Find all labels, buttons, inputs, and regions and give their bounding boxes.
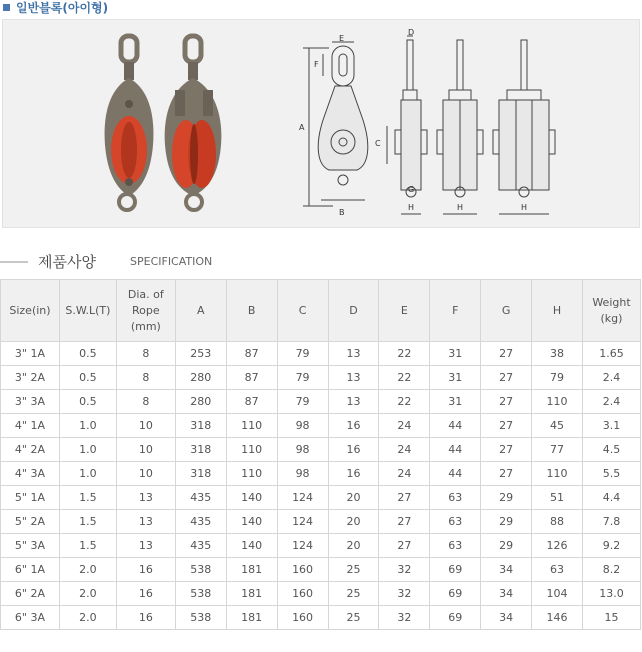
table-cell: 87 <box>226 366 277 390</box>
dimension-labels-front-triple <box>521 203 527 212</box>
table-cell: 146 <box>532 606 583 630</box>
table-cell: 9.2 <box>582 534 640 558</box>
table-cell: 0.5 <box>59 366 116 390</box>
table-cell: 98 <box>277 462 328 486</box>
double-block-photo <box>165 36 222 210</box>
table-cell: 13 <box>328 342 379 366</box>
table-cell: 124 <box>277 486 328 510</box>
table-cell: 4" 1A <box>1 414 60 438</box>
table-cell: 22 <box>379 390 430 414</box>
table-cell: 2.4 <box>582 366 640 390</box>
table-cell: 13 <box>116 486 175 510</box>
table-cell: 16 <box>116 606 175 630</box>
table-row <box>1 390 641 414</box>
column-header: Size(in) <box>1 280 60 342</box>
table-cell: 110 <box>226 462 277 486</box>
table-cell: 79 <box>277 366 328 390</box>
table-cell: 13 <box>116 534 175 558</box>
table-cell: 24 <box>379 414 430 438</box>
table-cell: 280 <box>175 366 226 390</box>
table-cell: 25 <box>328 606 379 630</box>
table-cell: 27 <box>481 366 532 390</box>
table-cell: 318 <box>175 438 226 462</box>
table-cell: 77 <box>532 438 583 462</box>
column-header: F <box>430 280 481 342</box>
column-header: Dia. of Rope (mm) <box>116 280 175 342</box>
table-cell: 538 <box>175 558 226 582</box>
table-cell: 25 <box>328 558 379 582</box>
table-cell: 63 <box>532 558 583 582</box>
table-cell: 20 <box>328 534 379 558</box>
table-cell: 160 <box>277 558 328 582</box>
table-cell: 44 <box>430 462 481 486</box>
table-cell: 16 <box>328 414 379 438</box>
table-cell: 110 <box>532 390 583 414</box>
table-cell: 63 <box>430 534 481 558</box>
table-cell: 27 <box>481 390 532 414</box>
table-cell: 4" 2A <box>1 438 60 462</box>
page-header <box>0 0 642 18</box>
column-header: D <box>328 280 379 342</box>
svg-text:G: G <box>408 185 415 194</box>
table-cell: 253 <box>175 342 226 366</box>
table-cell: 2.0 <box>59 582 116 606</box>
table-cell: 10 <box>116 462 175 486</box>
table-cell: 44 <box>430 414 481 438</box>
table-cell: 22 <box>379 366 430 390</box>
table-cell: 34 <box>481 558 532 582</box>
table-cell: 31 <box>430 366 481 390</box>
table-cell: 318 <box>175 414 226 438</box>
product-image-panel <box>2 19 640 228</box>
table-cell: 10 <box>116 438 175 462</box>
table-cell: 32 <box>379 582 430 606</box>
table-cell: 27 <box>481 342 532 366</box>
svg-text:H: H <box>408 203 415 212</box>
table-cell: 6" 3A <box>1 606 60 630</box>
table-cell: 3" 2A <box>1 366 60 390</box>
table-cell: 1.65 <box>582 342 640 366</box>
table-cell: 140 <box>226 510 277 534</box>
table-cell: 1.0 <box>59 438 116 462</box>
table-row <box>1 414 641 438</box>
table-cell: 20 <box>328 510 379 534</box>
table-row <box>1 486 641 510</box>
table-cell: 16 <box>116 558 175 582</box>
table-cell: 27 <box>481 438 532 462</box>
table-cell: 7.8 <box>582 510 640 534</box>
table-row <box>1 438 641 462</box>
spec-title-korean: 제품사양 <box>38 253 96 271</box>
table-cell: 27 <box>481 462 532 486</box>
table-cell: 5" 1A <box>1 486 60 510</box>
table-cell: 87 <box>226 342 277 366</box>
table-cell: 15 <box>582 606 640 630</box>
table-cell: 435 <box>175 486 226 510</box>
table-cell: 104 <box>532 582 583 606</box>
table-cell: 8 <box>116 366 175 390</box>
table-cell: 29 <box>481 486 532 510</box>
table-cell: 1.0 <box>59 462 116 486</box>
column-header: Weight (kg) <box>582 280 640 342</box>
table-cell: 435 <box>175 534 226 558</box>
table-cell: 13 <box>328 366 379 390</box>
table-cell: 69 <box>430 582 481 606</box>
table-cell: 16 <box>328 438 379 462</box>
column-header: B <box>226 280 277 342</box>
table-cell: 0.5 <box>59 390 116 414</box>
specification-table <box>0 279 641 630</box>
table-cell: 63 <box>430 486 481 510</box>
column-header: C <box>277 280 328 342</box>
table-cell: 25 <box>328 582 379 606</box>
table-cell: 160 <box>277 582 328 606</box>
column-header: S.W.L(T) <box>59 280 116 342</box>
table-cell: 140 <box>226 486 277 510</box>
table-cell: 1.5 <box>59 486 116 510</box>
table-cell: 13.0 <box>582 582 640 606</box>
svg-text:B: B <box>339 208 345 217</box>
table-cell: 24 <box>379 462 430 486</box>
table-cell: 13 <box>328 390 379 414</box>
table-row <box>1 366 641 390</box>
table-cell: 38 <box>532 342 583 366</box>
table-cell: 34 <box>481 582 532 606</box>
svg-text:C: C <box>375 139 381 148</box>
table-cell: 79 <box>277 390 328 414</box>
table-row <box>1 534 641 558</box>
column-header: A <box>175 280 226 342</box>
table-cell: 124 <box>277 510 328 534</box>
dimension-drawing-side <box>303 42 368 206</box>
table-cell: 160 <box>277 606 328 630</box>
table-cell: 5" 3A <box>1 534 60 558</box>
table-cell: 8 <box>116 342 175 366</box>
dimension-drawing-front-double <box>437 40 483 214</box>
table-cell: 87 <box>226 390 277 414</box>
svg-text:H: H <box>457 203 464 212</box>
table-cell: 1.5 <box>59 534 116 558</box>
column-header: E <box>379 280 430 342</box>
dimension-drawing-front-triple <box>493 40 555 214</box>
table-cell: 2.4 <box>582 390 640 414</box>
spec-title-english: SPECIFICATION <box>130 255 213 268</box>
svg-text:A: A <box>299 123 305 132</box>
table-cell: 4.5 <box>582 438 640 462</box>
table-cell: 13 <box>116 510 175 534</box>
table-cell: 318 <box>175 462 226 486</box>
table-cell: 8 <box>116 390 175 414</box>
table-cell: 27 <box>379 510 430 534</box>
table-cell: 110 <box>226 438 277 462</box>
heading-rule <box>0 261 28 263</box>
table-cell: 280 <box>175 390 226 414</box>
table-cell: 6" 1A <box>1 558 60 582</box>
table-row <box>1 582 641 606</box>
table-cell: 22 <box>379 342 430 366</box>
table-cell: 29 <box>481 534 532 558</box>
table-cell: 44 <box>430 438 481 462</box>
table-cell: 1.0 <box>59 414 116 438</box>
column-header: H <box>532 280 583 342</box>
single-block-photo <box>105 36 154 210</box>
table-header-row <box>1 280 641 342</box>
bullet-icon <box>3 4 10 11</box>
table-row <box>1 342 641 366</box>
table-cell: 124 <box>277 534 328 558</box>
column-header: G <box>481 280 532 342</box>
table-cell: 181 <box>226 558 277 582</box>
dimension-drawing-front-single <box>387 36 427 214</box>
table-cell: 31 <box>430 342 481 366</box>
table-cell: 32 <box>379 558 430 582</box>
svg-text:D: D <box>408 28 415 37</box>
table-cell: 3" 1A <box>1 342 60 366</box>
table-cell: 98 <box>277 414 328 438</box>
table-cell: 6" 2A <box>1 582 60 606</box>
table-cell: 29 <box>481 510 532 534</box>
table-cell: 63 <box>430 510 481 534</box>
table-cell: 181 <box>226 582 277 606</box>
table-cell: 5" 2A <box>1 510 60 534</box>
table-cell: 27 <box>481 414 532 438</box>
table-cell: 16 <box>116 582 175 606</box>
table-cell: 3.1 <box>582 414 640 438</box>
table-cell: 1.5 <box>59 510 116 534</box>
table-cell: 34 <box>481 606 532 630</box>
table-cell: 32 <box>379 606 430 630</box>
svg-text:E: E <box>339 34 345 43</box>
product-illustration <box>3 20 639 227</box>
table-cell: 538 <box>175 582 226 606</box>
table-cell: 435 <box>175 510 226 534</box>
dimension-labels-front-double <box>457 203 463 212</box>
table-cell: 538 <box>175 606 226 630</box>
table-cell: 98 <box>277 438 328 462</box>
table-cell: 45 <box>532 414 583 438</box>
table-cell: 3" 3A <box>1 390 60 414</box>
table-row <box>1 462 641 486</box>
page-title: 일반블록(아이형) <box>16 1 109 15</box>
table-cell: 16 <box>328 462 379 486</box>
table-cell: 79 <box>532 366 583 390</box>
table-cell: 69 <box>430 558 481 582</box>
svg-text:F: F <box>314 60 319 69</box>
table-cell: 110 <box>532 462 583 486</box>
table-cell: 20 <box>328 486 379 510</box>
table-cell: 181 <box>226 606 277 630</box>
table-cell: 27 <box>379 486 430 510</box>
table-cell: 79 <box>277 342 328 366</box>
table-cell: 5.5 <box>582 462 640 486</box>
table-cell: 10 <box>116 414 175 438</box>
table-cell: 8.2 <box>582 558 640 582</box>
table-cell: 24 <box>379 438 430 462</box>
table-cell: 140 <box>226 534 277 558</box>
table-cell: 2.0 <box>59 558 116 582</box>
table-row <box>1 606 641 630</box>
table-cell: 0.5 <box>59 342 116 366</box>
table-cell: 51 <box>532 486 583 510</box>
table-cell: 27 <box>379 534 430 558</box>
table-cell: 88 <box>532 510 583 534</box>
table-row <box>1 558 641 582</box>
table-cell: 31 <box>430 390 481 414</box>
specification-heading <box>0 248 642 272</box>
table-row <box>1 510 641 534</box>
table-cell: 2.0 <box>59 606 116 630</box>
table-cell: 4" 3A <box>1 462 60 486</box>
table-cell: 126 <box>532 534 583 558</box>
table-cell: 69 <box>430 606 481 630</box>
table-cell: 4.4 <box>582 486 640 510</box>
svg-text:H: H <box>521 203 528 212</box>
table-cell: 110 <box>226 414 277 438</box>
